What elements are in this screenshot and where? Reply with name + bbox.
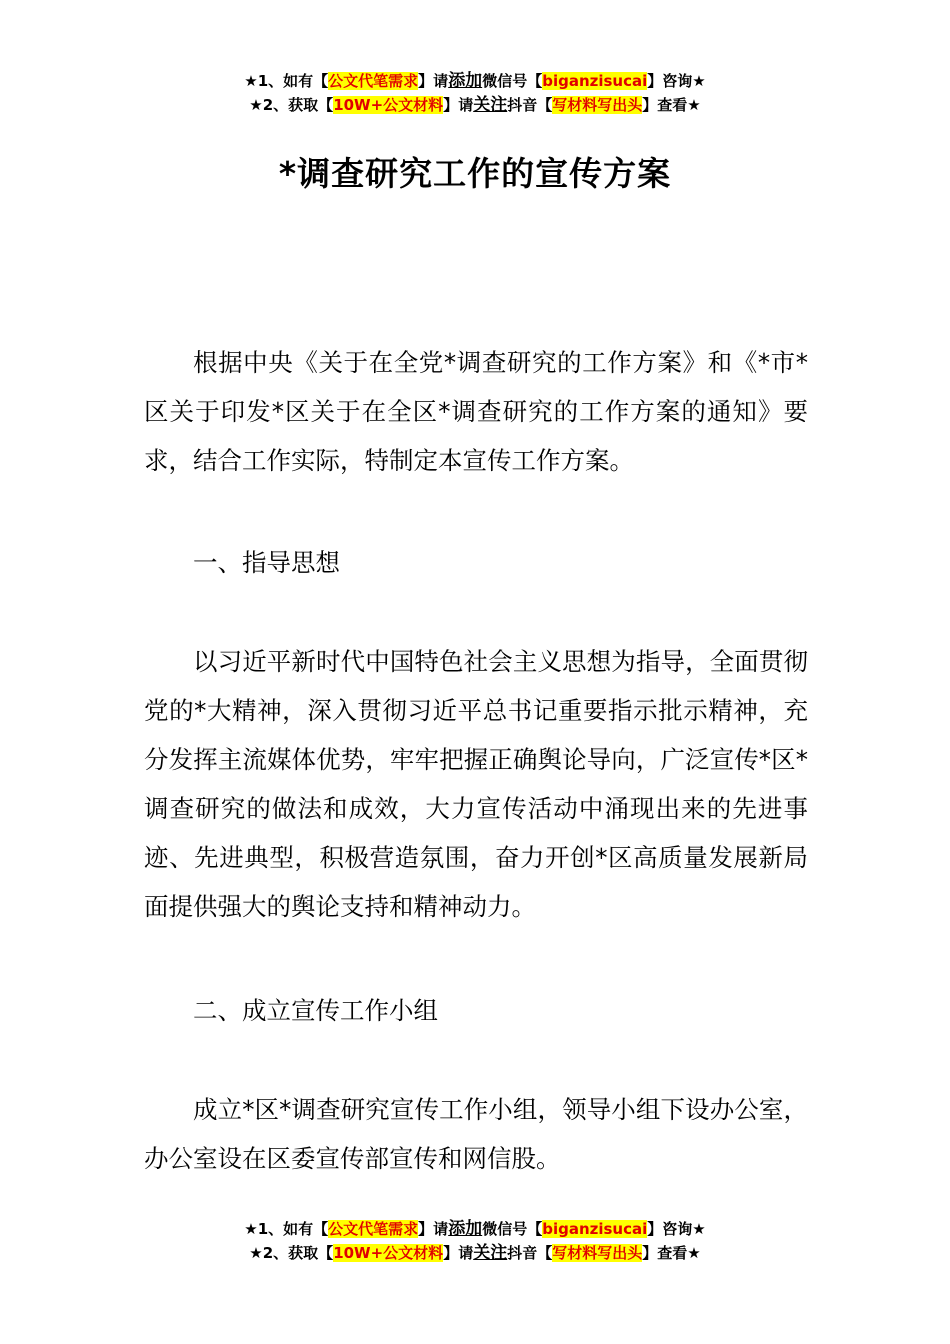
highlight-douyin: 写材料写出头 [552,1244,643,1262]
header-banner [0,69,950,117]
banner-line-2: ★2、获取【10W+公文材料】请关注抖音【写材料写出头】查看★ [249,1243,701,1263]
highlight-service: 公文代笔需求 [328,1220,419,1238]
highlight-wechat-id: biganzisucai [542,72,648,90]
banner-line-1: ★1、如有【公文代笔需求】请添加微信号【biganzisucai】咨询★ [244,71,706,91]
highlight-materials: 10W+公文材料 [333,1244,444,1262]
highlight-service: 公文代笔需求 [328,72,419,90]
highlight-douyin: 写材料写出头 [552,96,643,114]
guiding-thought-paragraph: 以习近平新时代中国特色社会主义思想为指导，全面贯彻党的*大精神，深入贯彻习近平总书记重要指示批示精神，充分发挥主流媒体优势，牢牢把握正确舆论导向，广泛宣传*区*调查研究的做法和成效，大力宣传活动中涌现出来的先进事迹、先进典型，积极营造氛围，奋力开创*区高质量发展新局面提供强大的舆论支持和精神动力。 [144,647,808,921]
section-heading-work-group: 二、成立宣传工作小组 [193,996,438,1025]
highlight-materials: 10W+公文材料 [333,96,444,114]
section-heading-guiding-thought: 一、指导思想 [193,548,340,577]
document-title: *调查研究工作的宣传方案 [278,154,672,193]
highlight-wechat-id: biganzisucai [542,1220,648,1238]
banner-line-2: ★2、获取【10W+公文材料】请关注抖音【写材料写出头】查看★ [249,95,701,115]
intro-paragraph: 根据中央《关于在全党*调查研究的工作方案》和《*市*区关于印发*区关于在全区*调查研究的工作方案的通知》要求，结合工作实际，特制定本宣传工作方案。 [144,348,808,475]
work-group-paragraph: 成立*区*调查研究宣传工作小组，领导小组下设办公室，办公室设在区委宣传部宣传和网信股。 [144,1095,808,1173]
banner-line-1: ★1、如有【公文代笔需求】请添加微信号【biganzisucai】咨询★ [244,1219,706,1239]
footer-banner [0,1217,950,1265]
